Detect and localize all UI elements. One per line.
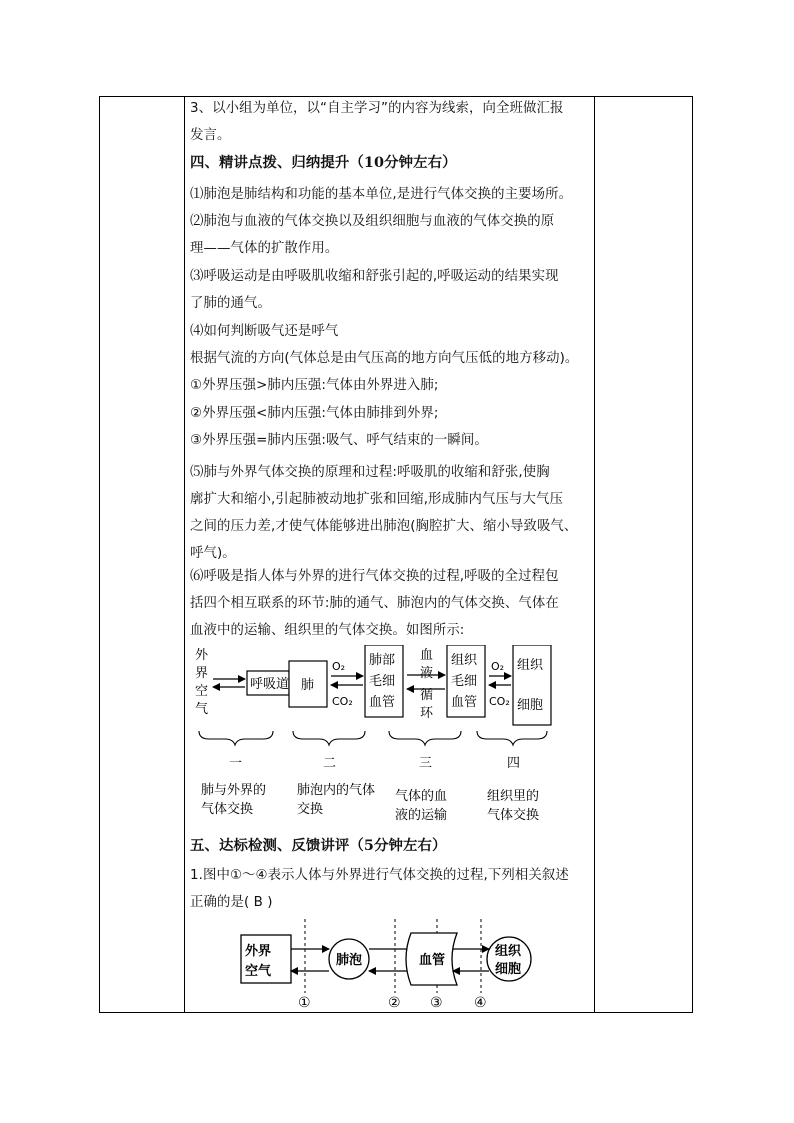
co2-label: CO₂ (332, 695, 353, 708)
text-line: 1.图中①～④表示人体与外界进行气体交换的过程,下列相关叙述 (190, 868, 569, 883)
stage-number: 一 (229, 756, 243, 771)
text-line: 廓扩大和缩小,引起肺被动地扩张和回缩,形成肺内气压与大气压 (190, 492, 563, 507)
text-line: ③外界压强=肺内压强:吸气、呼气结束的一瞬间。 (190, 433, 488, 448)
text-line: 之间的压力差,才使气体能够进出肺泡(胸腔扩大、缩小导致吸气、 (190, 519, 578, 534)
text-line: 血液中的运输、组织里的气体交换。如图所示: (190, 623, 465, 638)
stage-label: 气体交换 (487, 808, 540, 823)
text-line: ⑷如何判断吸气还是呼气 (190, 324, 339, 339)
co2-label: CO₂ (489, 695, 510, 708)
stage-number: 四 (507, 756, 521, 771)
tissue-cell-label: 细胞 (517, 698, 544, 713)
respiration-process-diagram (185, 645, 595, 835)
blood-circulation-char: 环 (420, 706, 434, 721)
text-line: 理——气体的扩散作用。 (190, 241, 339, 256)
outside-air-label: 空气 (245, 964, 272, 979)
brace-2 (293, 731, 365, 745)
outside-air-char: 外 (195, 648, 209, 663)
stage-number: 三 (419, 756, 433, 771)
text-line: ⑶呼吸运动是由呼吸肌收缩和舒张引起的,呼吸运动的结果实现 (190, 269, 559, 284)
tissue-capillary-label: 血管 (451, 695, 478, 710)
text-line: 3、以小组为单位，以“自主学习”的内容为线索，向全班做汇报 (190, 101, 564, 116)
text-line: 括四个相互联系的环节:肺的通气、肺泡内的气体交换、气体在 (190, 596, 559, 611)
blood-circulation-char: 液 (420, 666, 434, 681)
lung-capillary-label: 毛细 (369, 674, 396, 689)
gas-exchange-question-diagram (225, 917, 545, 1009)
section-heading-5: 五、达标检测、反馈讲评（5分钟左右） (190, 837, 447, 854)
lesson-table (99, 96, 693, 1013)
blood-circulation-char: 循 (420, 688, 434, 703)
column-divider-left (184, 97, 185, 1012)
process-mark: ① (298, 995, 311, 1009)
text-line: 发言。 (190, 128, 231, 143)
section-heading-4: 四、精讲点拨、归纳提升（10分钟左右） (190, 154, 457, 171)
tissue-capillary-label: 组织 (451, 653, 478, 668)
vessel-label: 血管 (419, 953, 446, 968)
o2-label: O₂ (491, 660, 505, 673)
stage-label: 肺与外界的 (201, 783, 267, 798)
stage-label: 组织里的 (487, 789, 540, 804)
tissue-cell-box (513, 645, 551, 725)
text-line: ⑵肺泡与血液的气体交换以及组织细胞与血液的气体交换的原 (190, 214, 555, 229)
airway-label: 呼吸道 (250, 677, 290, 692)
stage-label: 气体的血 (395, 789, 448, 804)
alveoli-label: 肺泡 (336, 953, 363, 968)
lung-capillary-label: 肺部 (369, 653, 396, 668)
outside-air-char: 空 (195, 684, 209, 699)
brace-4 (477, 731, 547, 745)
column-divider-right (594, 97, 595, 1012)
outside-air-char: 气 (195, 702, 209, 717)
stage-label: 交换 (297, 802, 324, 817)
stage-label: 液的运输 (395, 808, 448, 823)
o2-label: O₂ (332, 660, 346, 673)
tissue-capillary-label: 毛细 (451, 674, 478, 689)
stage-label: 肺泡内的气体 (297, 783, 376, 798)
text-line: ⑴肺泡是肺结构和功能的基本单位,是进行气体交换的主要场所。 (190, 187, 573, 202)
question-answer-line: 正确的是( B ) (190, 895, 273, 910)
outside-air-char: 界 (195, 666, 209, 681)
text-line: 呼气)。 (190, 546, 236, 561)
process-mark: ④ (474, 995, 487, 1009)
text-line: 根据气流的方向(气体总是由气压高的地方向气压低的地方移动)。 (190, 351, 579, 366)
process-mark: ③ (430, 995, 443, 1009)
process-mark: ② (388, 995, 401, 1009)
outside-air-label: 外界 (245, 944, 272, 959)
tissue-cell-label: 细胞 (495, 962, 522, 977)
stage-label: 气体交换 (201, 802, 254, 817)
text-line: 了肺的通气。 (190, 296, 271, 311)
text-line: ⑸肺与外界气体交换的原理和过程:呼吸肌的收缩和舒张,使胸 (190, 465, 550, 480)
blood-circulation-char: 血 (420, 648, 434, 663)
lung-label: 肺 (301, 678, 315, 693)
tissue-cell-label: 组织 (495, 944, 522, 959)
brace-1 (199, 731, 273, 745)
text-line: ⑹呼吸是指人体与外界的进行气体交换的过程,呼吸的全过程包 (190, 569, 559, 584)
tissue-cell-label: 组织 (517, 658, 544, 673)
lung-capillary-label: 血管 (369, 695, 396, 710)
stage-number: 二 (323, 756, 337, 771)
brace-3 (389, 731, 461, 745)
text-line: ②外界压强<肺内压强:气体由肺排到外界; (190, 406, 439, 421)
text-line: ①外界压强>肺内压强:气体由外界进入肺; (190, 378, 439, 393)
